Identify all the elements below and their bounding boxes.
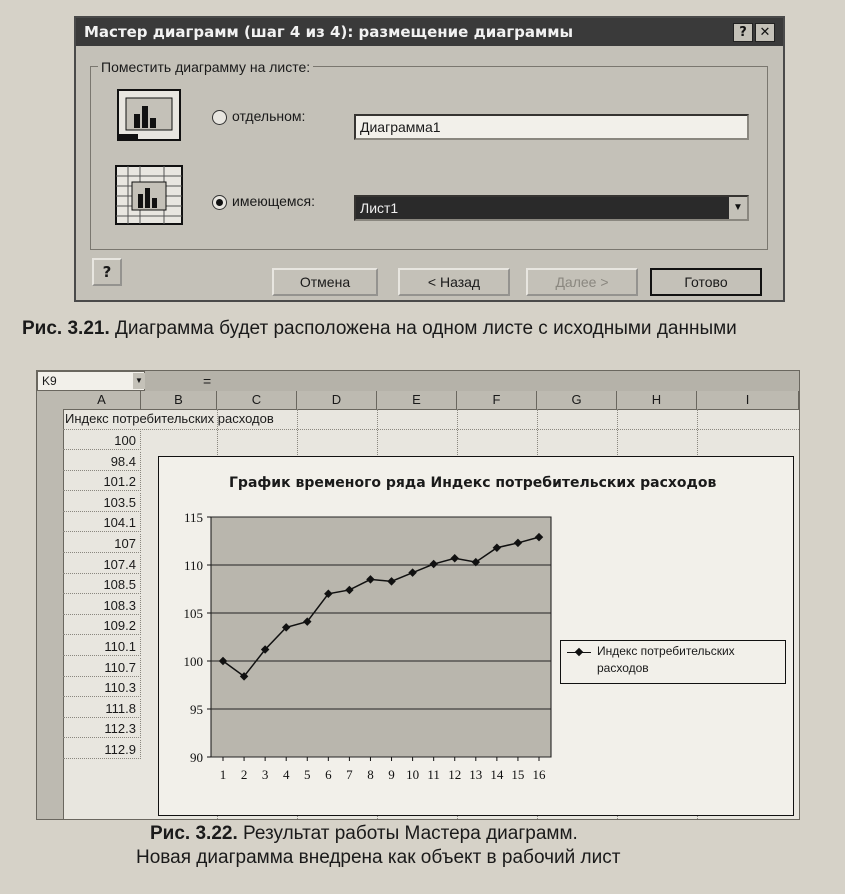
cancel-button[interactable]: Отмена <box>272 268 378 296</box>
legend-marker <box>575 648 583 656</box>
x-tick-label: 8 <box>367 767 374 782</box>
x-tick-label: 9 <box>388 767 395 782</box>
name-box-value: K9 <box>42 374 57 388</box>
column-header[interactable]: I <box>697 391 799 409</box>
y-tick-label: 100 <box>183 654 203 669</box>
existing-sheet-select[interactable] <box>354 195 749 221</box>
y-tick-label: 110 <box>183 558 203 573</box>
x-tick-label: 3 <box>261 767 269 782</box>
column-header[interactable]: H <box>617 391 697 409</box>
caption-text: Результат работы Мастера диаграмм. <box>243 823 578 844</box>
chevron-down-icon[interactable]: ▼ <box>133 373 145 389</box>
column-header-row <box>37 391 799 410</box>
cell-value[interactable]: 110.7 <box>63 658 141 677</box>
separate-sheet-name-input[interactable]: Диаграмма1 <box>354 114 749 140</box>
gridline <box>63 429 799 430</box>
column-header[interactable]: D <box>297 391 377 409</box>
caption-fig-number: Рис. 3.22. <box>150 823 238 844</box>
x-tick-label: 10 <box>406 767 420 782</box>
column-header[interactable]: G <box>537 391 617 409</box>
cell-value[interactable]: 100 <box>63 431 141 450</box>
plot-area <box>211 517 551 757</box>
legend-entry: Индекс потребительских расходов <box>597 644 735 675</box>
title-help-button[interactable]: ? <box>733 23 753 42</box>
x-tick-label: 13 <box>469 767 483 782</box>
back-button[interactable]: < Назад <box>398 268 510 296</box>
existing-sheet-select-value: Лист1 <box>360 200 399 216</box>
cell-value[interactable]: 108.3 <box>63 596 141 615</box>
cell-value[interactable]: 107 <box>63 534 141 553</box>
existing-sheet-icon <box>114 164 184 226</box>
column-header[interactable]: A <box>63 391 141 409</box>
chevron-down-icon[interactable]: ▼ <box>729 197 747 219</box>
existing-sheet-radio[interactable] <box>212 195 227 210</box>
column-header[interactable]: E <box>377 391 457 409</box>
x-tick-label: 7 <box>346 767 353 782</box>
cell-value[interactable]: 107.4 <box>63 555 141 574</box>
column-header[interactable]: C <box>217 391 297 409</box>
finish-button[interactable]: Готово <box>650 268 762 296</box>
placement-group <box>90 66 768 250</box>
line-chart <box>159 457 793 815</box>
existing-sheet-label: имеющемся: <box>232 193 315 209</box>
separate-sheet-radio[interactable] <box>212 110 227 125</box>
x-tick-label: 16 <box>532 767 546 782</box>
figure-caption-3-22-line1 <box>150 822 578 846</box>
chart-wizard-dialog <box>74 16 785 302</box>
column-header[interactable]: B <box>141 391 217 409</box>
spreadsheet <box>36 370 800 820</box>
formula-bar[interactable] <box>145 371 799 392</box>
cell-value[interactable]: 104.1 <box>63 513 141 532</box>
help-button[interactable]: ? <box>92 258 122 286</box>
figure-caption-3-21 <box>22 317 737 341</box>
name-box[interactable] <box>37 371 145 391</box>
x-tick-label: 14 <box>490 767 504 782</box>
x-tick-label: 4 <box>282 767 290 782</box>
y-tick-label: 115 <box>183 510 203 525</box>
cell-value[interactable]: 112.3 <box>63 719 141 738</box>
embedded-chart[interactable] <box>158 456 794 816</box>
x-tick-label: 1 <box>219 767 227 782</box>
chart-legend <box>560 640 786 684</box>
dialog-titlebar <box>76 18 783 46</box>
x-tick-label: 5 <box>304 767 311 782</box>
y-tick-label: 90 <box>190 750 203 765</box>
cell-value[interactable]: 108.5 <box>63 575 141 594</box>
cell-value[interactable]: 111.8 <box>63 699 141 718</box>
caption-text: Диаграмма будет расположена на одном листе с исходными данными <box>115 318 737 339</box>
next-button[interactable]: Далее > <box>526 268 638 296</box>
dialog-title: Мастер диаграмм (шаг 4 из 4): размещение диаграммы <box>84 23 574 41</box>
formula-equals: = <box>203 373 212 389</box>
close-button[interactable]: ✕ <box>755 23 775 42</box>
chart-title: График временого ряда Индекс потребительских расходов <box>229 475 717 491</box>
row-header-column <box>37 409 64 819</box>
x-tick-label: 12 <box>448 767 462 782</box>
cell-value[interactable]: 110.1 <box>63 637 141 656</box>
y-tick-label: 95 <box>190 702 203 717</box>
cell-a1-title[interactable]: Индекс потребительских расходов <box>65 411 274 426</box>
cell-value[interactable]: 112.9 <box>63 740 141 759</box>
x-tick-label: 15 <box>511 767 525 782</box>
cell-value[interactable]: 110.3 <box>63 678 141 697</box>
separate-sheet-label: отдельном: <box>232 108 306 124</box>
figure-caption-3-22-line2: Новая диаграмма внедрена как объект в рабочий лист <box>136 847 621 868</box>
caption-fig-number: Рис. 3.21. <box>22 318 110 339</box>
x-tick-label: 2 <box>240 767 248 782</box>
cell-value[interactable]: 109.2 <box>63 616 141 635</box>
cell-value[interactable]: 103.5 <box>63 493 141 512</box>
y-tick-label: 105 <box>183 606 203 621</box>
placement-group-label: Поместить диаграмму на листе: <box>98 59 313 75</box>
x-tick-label: 11 <box>427 767 440 782</box>
separate-sheet-icon <box>116 88 182 142</box>
column-header[interactable]: F <box>457 391 537 409</box>
x-tick-label: 6 <box>325 767 332 782</box>
cell-value[interactable]: 98.4 <box>63 452 141 471</box>
cell-value[interactable]: 101.2 <box>63 472 141 491</box>
